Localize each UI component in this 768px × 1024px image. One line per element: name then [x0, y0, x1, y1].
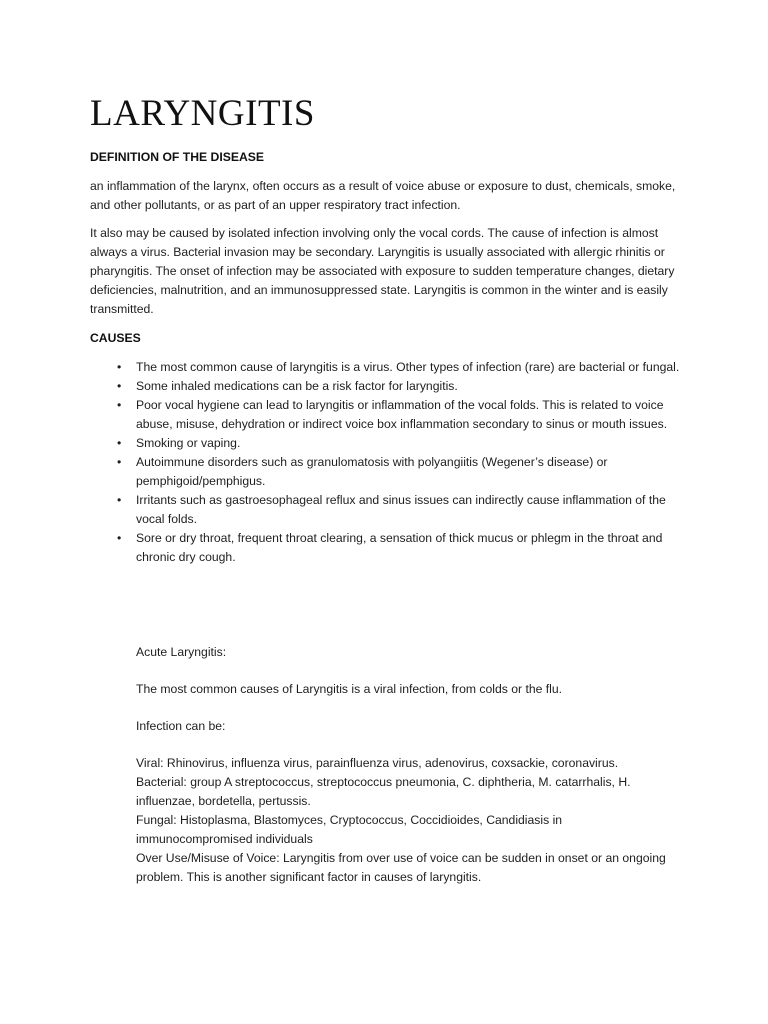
cause-item [90, 396, 690, 434]
cause-text: Smoking or vaping. [136, 436, 241, 450]
causes-heading: CAUSES [90, 331, 141, 345]
cause-text: Sore or dry throat, frequent throat clearing, a sensation of thick mucus or phlegm in the throat and chronic dry cough. [136, 531, 663, 564]
infection-intro: Infection can be: [136, 719, 226, 733]
cause-item [90, 434, 690, 453]
acute-heading: Acute Laryngitis: [136, 645, 227, 659]
infection-type-fungal: Fungal: Histoplasma, Blastomyces, Cryptococcus, Coccidioides, Candidiasis in immunocompromised individuals [136, 813, 563, 846]
cause-text: Autoimmune disorders such as granulomatosis with polyangiitis (Wegener’s disease) or pemphigoid/pemphigus. [136, 455, 608, 488]
cause-item [90, 529, 690, 567]
definition-paragraph-2 [90, 224, 690, 319]
definition-heading: DEFINITION OF THE DISEASE [90, 150, 265, 164]
definition-text-1: an inflammation of the larynx, often occurs as a result of voice abuse or exposure to dust, chemicals, smoke, and other pollutants, or as part of an upper respiratory tract infection. [90, 179, 676, 212]
definition-text-2: It also may be caused by isolated infection involving only the vocal cords. The cause of infection is almost always a virus. Bacterial invasion may be secondary. Laryngitis is usually associated with allergic rhinitis or pharyngitis. The onset of infection may be associated with exposure to sudden temperature changes, dietary deficiencies, malnutrition, and an immunosuppressed state. Laryngitis is common in the winter and is easily transmitted. [90, 226, 675, 316]
cause-item [90, 491, 690, 529]
bullet-icon: • [117, 360, 122, 374]
infection-type-viral: Viral: Rhinovirus, influenza virus, parainfluenza virus, adenovirus, coxsackie, coronavirus. [136, 756, 619, 770]
definition-paragraph-1 [90, 177, 690, 215]
bullet-icon: • [117, 398, 122, 412]
cause-item [90, 453, 690, 491]
cause-item [90, 377, 690, 396]
cause-text: Irritants such as gastroesophageal reflux and sinus issues can indirectly cause inflammation of the vocal folds. [136, 493, 666, 526]
infection-types [136, 754, 676, 887]
infection-type-bacterial: Bacterial: group A streptococcus, streptococcus pneumonia, C. diphtheria, M. catarrhalis, H. influenzae, bordetella, pertussis. [136, 775, 631, 808]
bullet-icon: • [117, 531, 122, 545]
bullet-icon: • [117, 493, 122, 507]
bullet-icon: • [117, 379, 122, 393]
causes-list [90, 358, 690, 567]
cause-text: Some inhaled medications can be a risk factor for laryngitis. [136, 379, 458, 393]
acute-paragraph: The most common causes of Laryngitis is a viral infection, from colds or the flu. [136, 682, 563, 696]
bullet-icon: • [117, 436, 122, 450]
cause-text: Poor vocal hygiene can lead to laryngitis or inflammation of the vocal folds. This is related to voice abuse, misuse, dehydration or indirect voice box inflammation secondary to sinus or mouth issues. [136, 398, 668, 431]
cause-text: The most common cause of laryngitis is a virus. Other types of infection (rare) are bacterial or fungal. [136, 360, 680, 374]
infection-type-overuse: Over Use/Misuse of Voice: Laryngitis from over use of voice can be sudden in onset or an ongoing problem. This is another significant factor in causes of laryngitis. [136, 851, 666, 884]
bullet-icon: • [117, 455, 122, 469]
cause-item [90, 358, 690, 377]
document-title: LARYNGITIS [90, 93, 315, 134]
